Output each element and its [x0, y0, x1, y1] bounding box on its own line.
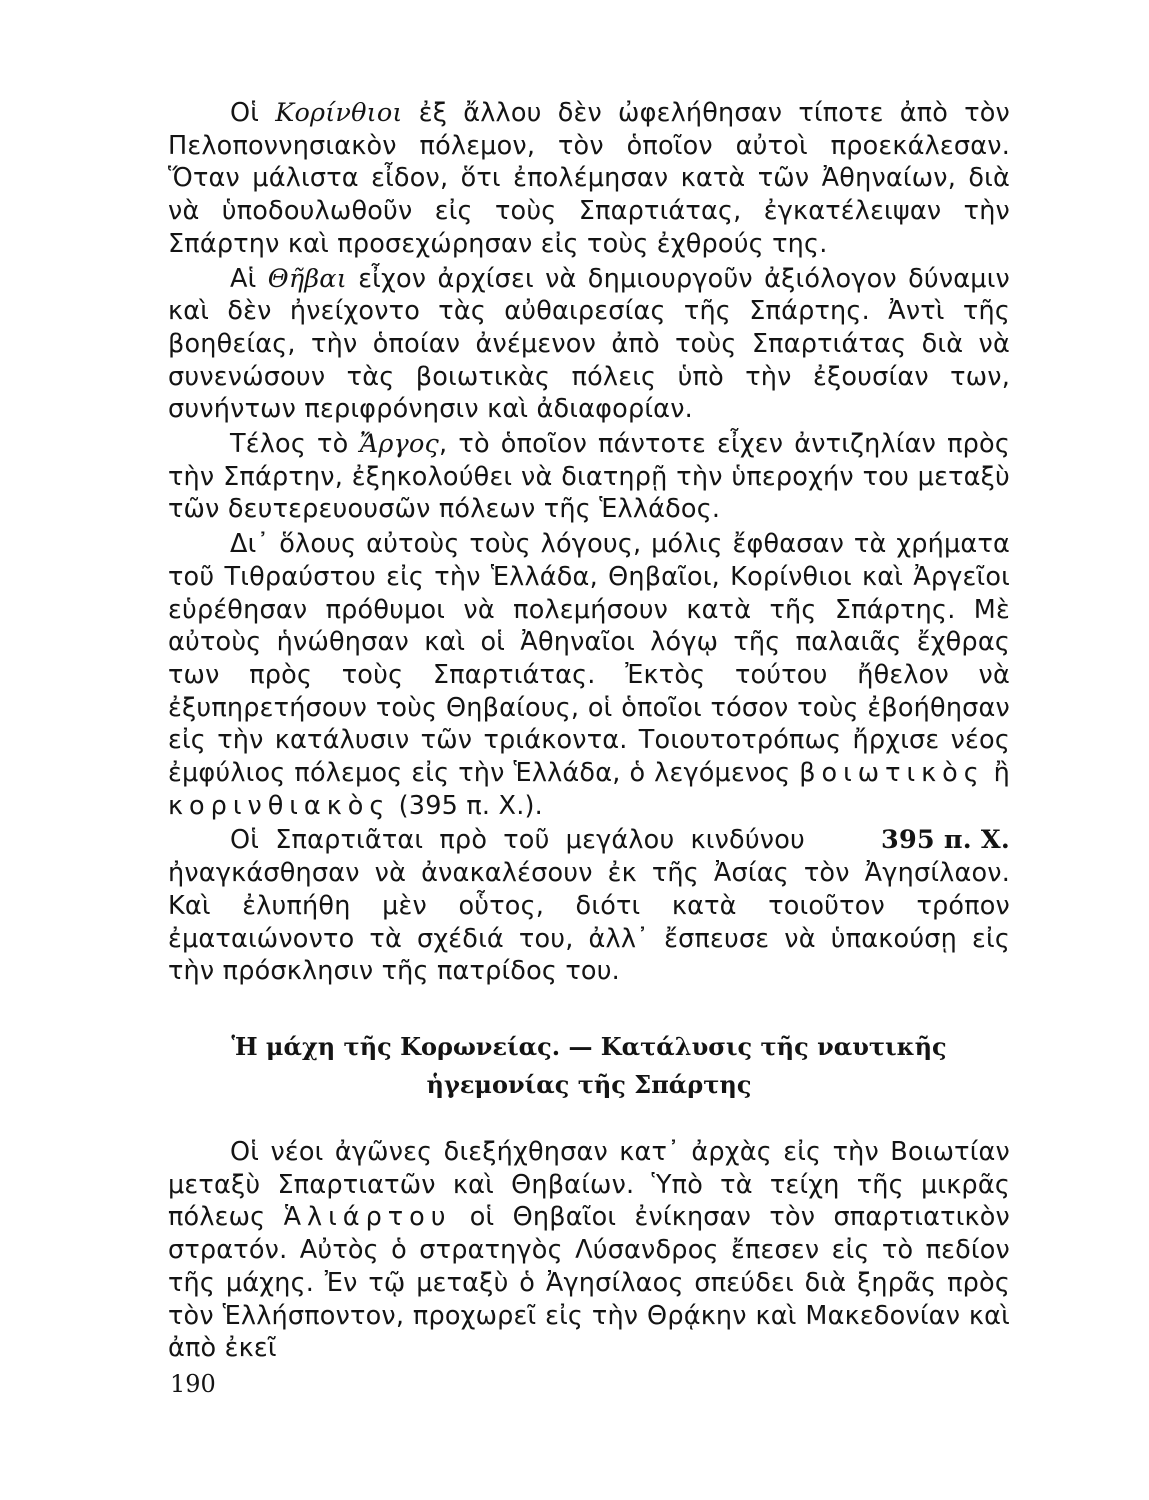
section-heading-line-2: ἡγεμονίας τῆς Σπάρτης: [426, 1069, 752, 1099]
page-number: 190: [170, 1370, 216, 1398]
paragraph-text: εἶχον ἀρχίσει νὰ δημιουργοῦν ἀξιόλογον δύναμιν καὶ δὲν ἠνείχοντο τὰς αὐθαιρεσίας τῆς Σπάρτης. Ἀντὶ τῆς βοηθείας, τὴν ὁποίαν ἀνέμενον ἀπὸ τοὺς Σπαρτιάτας διὰ νὰ συνενώσουν τὰς βοιωτικὰς πόλεις ὑπὸ τὴν ἐξουσίαν των, συνήντων περιφρόνησιν καὶ ἀδιαφορίαν.: [168, 263, 1011, 425]
paragraph-lead: Τέλος τὸ: [230, 429, 360, 460]
italic-term-argos: Ἄργος: [359, 429, 440, 460]
paragraph-lead: Αἱ: [230, 263, 268, 294]
paragraph-thebes: [168, 263, 1010, 427]
paragraph-lead: Οἱ: [230, 98, 276, 128]
paragraph-text: Δι᾽ ὅλους αὐτοὺς τοὺς λόγους, μόλις ἔφθασαν τὰ χρήματα τοῦ Τιθραύστου εἰς τὴν Ἑλλάδα, Θηβαῖοι, Κορίνθιοι καὶ Ἀργεῖοι εὑρέθησαν πρόθυμοι νὰ πολεμήσουν κατὰ τῆς Σπάρτης. Μὲ αὐτοὺς ἡνώθησαν καὶ οἱ Ἀθηναῖοι λόγῳ τῆς παλαιᾶς ἔχθρας των πρὸς τοὺς Σπαρτιάτας. Ἐκτὸς τούτου ἤθελον νὰ ἐξυπηρετήσουν τοὺς Θηβαίους, οἱ ὁποῖοι τόσον τοὺς ἐβοήθησαν εἰς τὴν κατάλυσιν τῶν τριάκοντα. Τοιουτοτρόπως ἤρχισε νέος ἐμφύλιος πόλεμος εἰς τὴν Ἑλλάδα, ὁ λεγόμενος: [168, 529, 1010, 789]
spaced-term-boeotian: βοιωτικὸς: [799, 758, 985, 789]
section-heading-line-1: Ἡ μάχη τῆς Κορωνείας. — Κατάλυσις τῆς ναυτικῆς: [231, 1031, 947, 1061]
paragraph-text: , τὸ ὁποῖον πάντοτε εἶχεν ἀντιζηλίαν πρὸς τὴν Σπάρτην, ἐξηκολούθει νὰ διατηρῇ τὴν ὑπεροχήν του μεταξὺ τῶν δευτερευουσῶν πόλεων τῆς Ἑλλάδος.: [168, 429, 1010, 525]
paragraph-text: ἢ: [984, 758, 1010, 789]
paragraph-text: οἱ Θηβαῖοι ἐνίκησαν τὸν σπαρτιατικὸν στρατόν. Αὐτὸς ὁ στρατηγὸς Λύσανδρος ἔπεσεν εἰς τὸ πεδίον τῆς μάχης. Ἐν τῷ μεταξὺ ὁ Ἀγησίλαος σπεύδει διὰ ξηρᾶς πρὸς τὸν Ἑλλήσποντον, προχωρεῖ εἰς τὴν Θρᾴκην καὶ Μακεδονίαν καὶ ἀπὸ ἐκεῖ: [168, 1202, 1010, 1364]
page-body: [168, 97, 1010, 1365]
spaced-term-haliartus: Ἁλιάρτου: [283, 1202, 452, 1233]
paragraph-haliartus: [168, 1136, 1010, 1365]
paragraph-argos: [168, 428, 1010, 526]
italic-term-corinthians: Κορίνθιοι: [275, 98, 403, 128]
marginal-date: 395 π. Χ.: [881, 825, 1010, 856]
paragraph-corinthian-war: [168, 528, 1010, 822]
section-heading: [168, 1028, 1010, 1104]
spaced-term-corinthian: κορινθιακὸς: [168, 790, 391, 821]
paragraph-lead: Οἱ νέοι ἀγῶνες διεξήχθησαν κατ᾽ ἀρχὰς εἰς τὴν Βοιωτίαν μεταξὺ Σπαρτιατῶν καὶ Θηβαίων. Ὑπὸ τὰ τείχη τῆς μικρᾶς πόλεως: [168, 1136, 1010, 1233]
paragraph-text: ἐξ ἄλλου δὲν ὠφελήθησαν τίποτε ἀπὸ τὸν Πελοποννησιακὸν πόλεμον, τὸν ὁποῖον αὐτοὶ προεκάλεσαν. Ὅταν μάλιστα εἶδον, ὅτι ἐπολέμησαν κατὰ τῶν Ἀθηναίων, διὰ νὰ ὑποδουλωθοῦν εἰς τοὺς Σπαρτιάτας, ἐγκατέλειψαν τὴν Σπάρτην καὶ προσεχώρησαν εἰς τοὺς ἐχθρούς της.: [168, 98, 1010, 259]
paragraph-text: Οἱ Σπαρτιᾶται πρὸ τοῦ μεγάλου κινδύνου ἠναγκάσθησαν νὰ ἀνακαλέσουν ἐκ τῆς Ἀσίας τὸν Ἀγησίλαον. Καὶ ἐλυπήθη μὲν οὗτος, διότι κατὰ τοιοῦτον τρόπον ἐματαιώνοντο τὰ σχέδιά του, ἀλλ᾽ ἔσπευσε νὰ ὑπακούσῃ εἰς τὴν πρόσκλησιν τῆς πατρίδος του.: [168, 825, 1010, 987]
italic-term-thebes: Θῆβαι: [267, 263, 347, 294]
paragraph-text: (395 π. Χ.).: [390, 790, 543, 821]
paragraph-corinthians: [168, 97, 1010, 261]
paragraph-agesilaus-recall: [168, 824, 1010, 988]
